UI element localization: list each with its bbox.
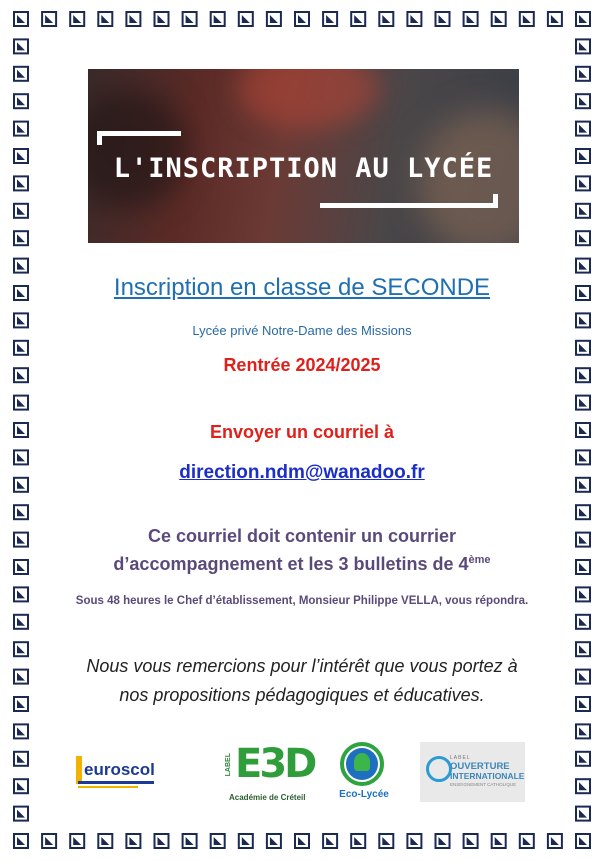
border-tile	[576, 724, 590, 738]
border-tile	[576, 122, 590, 136]
thanks-line-1: Nous vous remercions pour l’intérêt que vous portez à	[86, 656, 518, 676]
border-tile	[576, 94, 590, 108]
border-tile	[576, 423, 590, 437]
border-tile	[14, 587, 28, 601]
border-tile	[576, 642, 590, 656]
border-tile	[576, 533, 590, 547]
border-tile	[576, 752, 590, 766]
border-tile	[14, 39, 28, 53]
document-content	[40, 0, 564, 862]
superscript-eme: ème	[468, 554, 491, 566]
border-tile	[14, 779, 28, 793]
border-tile	[576, 341, 590, 355]
border-tile	[14, 176, 28, 190]
border-tile	[14, 341, 28, 355]
border-tile	[576, 697, 590, 711]
border-tile	[14, 642, 28, 656]
border-tile	[14, 670, 28, 684]
header-banner	[88, 69, 519, 243]
border-tile	[576, 368, 590, 382]
border-tile	[576, 149, 590, 163]
border-tile	[14, 396, 28, 410]
border-tile	[576, 615, 590, 629]
banner-line-bottom	[320, 203, 498, 208]
border-tile	[576, 450, 590, 464]
message-line-1: Ce courriel doit contenir un courrier	[147, 526, 457, 546]
border-tile	[576, 67, 590, 81]
border-tile	[14, 122, 28, 136]
border-tile	[14, 752, 28, 766]
border-tile	[14, 834, 28, 848]
send-instruction: Envoyer un courriel à	[209, 422, 395, 442]
border-tile	[576, 313, 590, 327]
border-tile	[576, 396, 590, 410]
border-tile	[14, 478, 28, 492]
email-link[interactable]: direction.ndm@wanadoo.fr	[179, 462, 425, 483]
border-tile	[14, 450, 28, 464]
reply-notice: Sous 48 heures le Chef d’établissement, Monsieur Philippe VELLA, vous répondra.	[75, 595, 529, 607]
border-tile	[14, 259, 28, 273]
border-tile	[14, 12, 28, 26]
border-tile	[576, 779, 590, 793]
border-tile	[14, 204, 28, 218]
border-tile	[576, 807, 590, 821]
border-tile	[14, 697, 28, 711]
e3d-label-logo: LABEL E3D Académie de Créteil	[225, 741, 315, 802]
border-tile	[14, 615, 28, 629]
border-tile	[576, 39, 590, 53]
border-tile	[14, 149, 28, 163]
border-tile	[14, 423, 28, 437]
border-tile	[14, 560, 28, 574]
school-name: Lycée privé Notre-Dame des Missions	[192, 323, 412, 338]
border-tile	[576, 587, 590, 601]
border-tile	[576, 259, 590, 273]
border-tile	[14, 94, 28, 108]
school-year: Rentrée 2024/2025	[223, 355, 381, 375]
border-tile	[14, 313, 28, 327]
border-tile	[14, 505, 28, 519]
border-tile	[576, 12, 590, 26]
thanks-line-2: nos propositions pédagogiques et éducatives.	[119, 685, 485, 705]
border-tile	[14, 231, 28, 245]
page-title[interactable]: Inscription en classe de SECONDE	[113, 274, 491, 301]
border-tile	[14, 724, 28, 738]
message-line-2: d’accompagnement et les 3 bulletins de 4ème	[113, 554, 491, 574]
euroscol-logo: euroscol	[76, 752, 156, 792]
border-tile	[576, 478, 590, 492]
border-tile	[576, 834, 590, 848]
border-tile	[576, 286, 590, 300]
border-tile	[14, 286, 28, 300]
border-tile	[576, 505, 590, 519]
banner-line-top	[97, 131, 181, 136]
border-tile	[576, 560, 590, 574]
ouverture-internationale-logo: LABEL OUVERTURE INTERNATIONALE ENSEIGNEMENT CATHOLIQUE	[420, 742, 525, 802]
border-tile	[14, 807, 28, 821]
border-tile	[576, 176, 590, 190]
border-tile	[576, 204, 590, 218]
globe-icon	[426, 756, 452, 782]
border-tile	[576, 231, 590, 245]
border-tile	[576, 670, 590, 684]
border-tile	[14, 533, 28, 547]
eco-lycee-logo: Eco-Lycée	[336, 740, 392, 806]
tree-icon	[354, 753, 370, 771]
border-tile	[14, 368, 28, 382]
banner-title: L'INSCRIPTION AU LYCÉE	[113, 153, 494, 184]
border-tile	[14, 67, 28, 81]
